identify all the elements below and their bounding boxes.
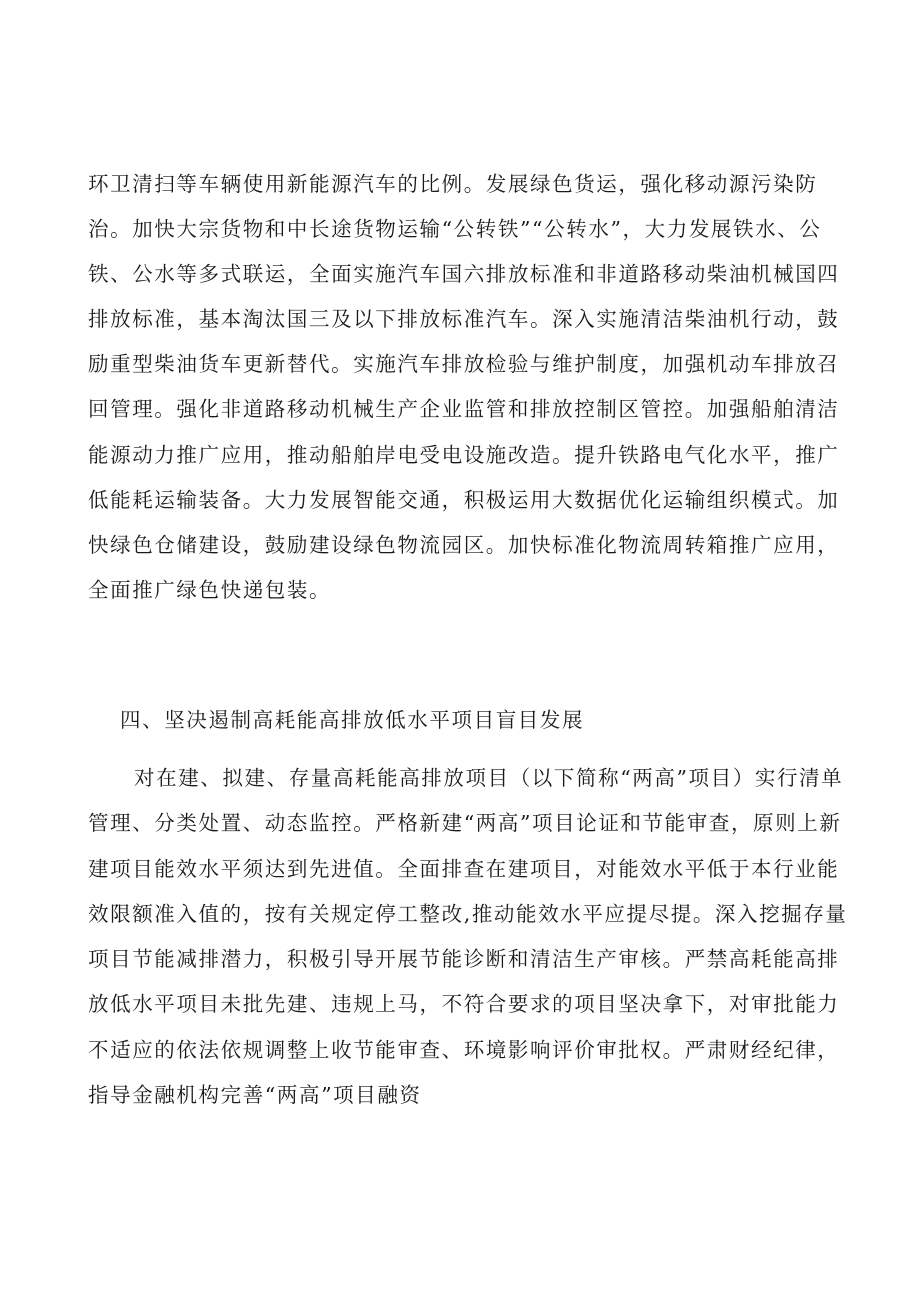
section-heading: 四、坚决遏制高耗能高排放低水平项目盲目发展 [120, 708, 585, 732]
section-paragraph: 对在建、拟建、存量高耗能高排放项目（以下简称“两高”项目）实行清单管理、分类处置、动态监控。严格新建“两高”项目论证和节能审查，原则上新建项目能效水平须达到先进值。全面排查在建项目，对能效水平低于本行业能效限额准入值的，按有关规定停工整改,推动能效水平应提尽提。深入挖掘存量项目节能减排潜力，积极引导开展节能诊断和清洁生产审核。严禁高耗能高排放低水平项目未批先建、违规上马，不符合要求的项目坚决拿下，对审批能力不适应的依法依规调整上收节能审查、环境影响评价审批权。严肃财经纪律，指导金融机构完善“两高”项目融资 [88, 766, 848, 1108]
section-paragraph-container [88, 756, 848, 1118]
paragraph-continuation: 环卫清扫等车辆使用新能源汽车的比例。发展绿色货运，强化移动源污染防治。加快大宗货物和中长途货物运输“公转铁”“公转水”，大力发展铁水、公铁、公水等多式联运，全面实施汽车国六排放标准和非道路移动柴油机械国四排放标准，基本淘汰国三及以下排放标准汽车。深入实施清洁柴油机行动，鼓励重型柴油货车更新替代。实施汽车排放检验与维护制度，加强机动车排放召回管理。强化非道路移动机械生产企业监管和排放控制区管控。加强船舶清洁能源动力推广应用，推动船舶岸电受电设施改造。提升铁路电气化水平，推广低能耗运输装备。大力发展智能交通，积极运用大数据优化运输组织模式。加快绿色仓储建设，鼓励建设绿色物流园区。加快标准化物流周转箱推广应用，全面推广绿色快递包装。 [88, 172, 840, 602]
